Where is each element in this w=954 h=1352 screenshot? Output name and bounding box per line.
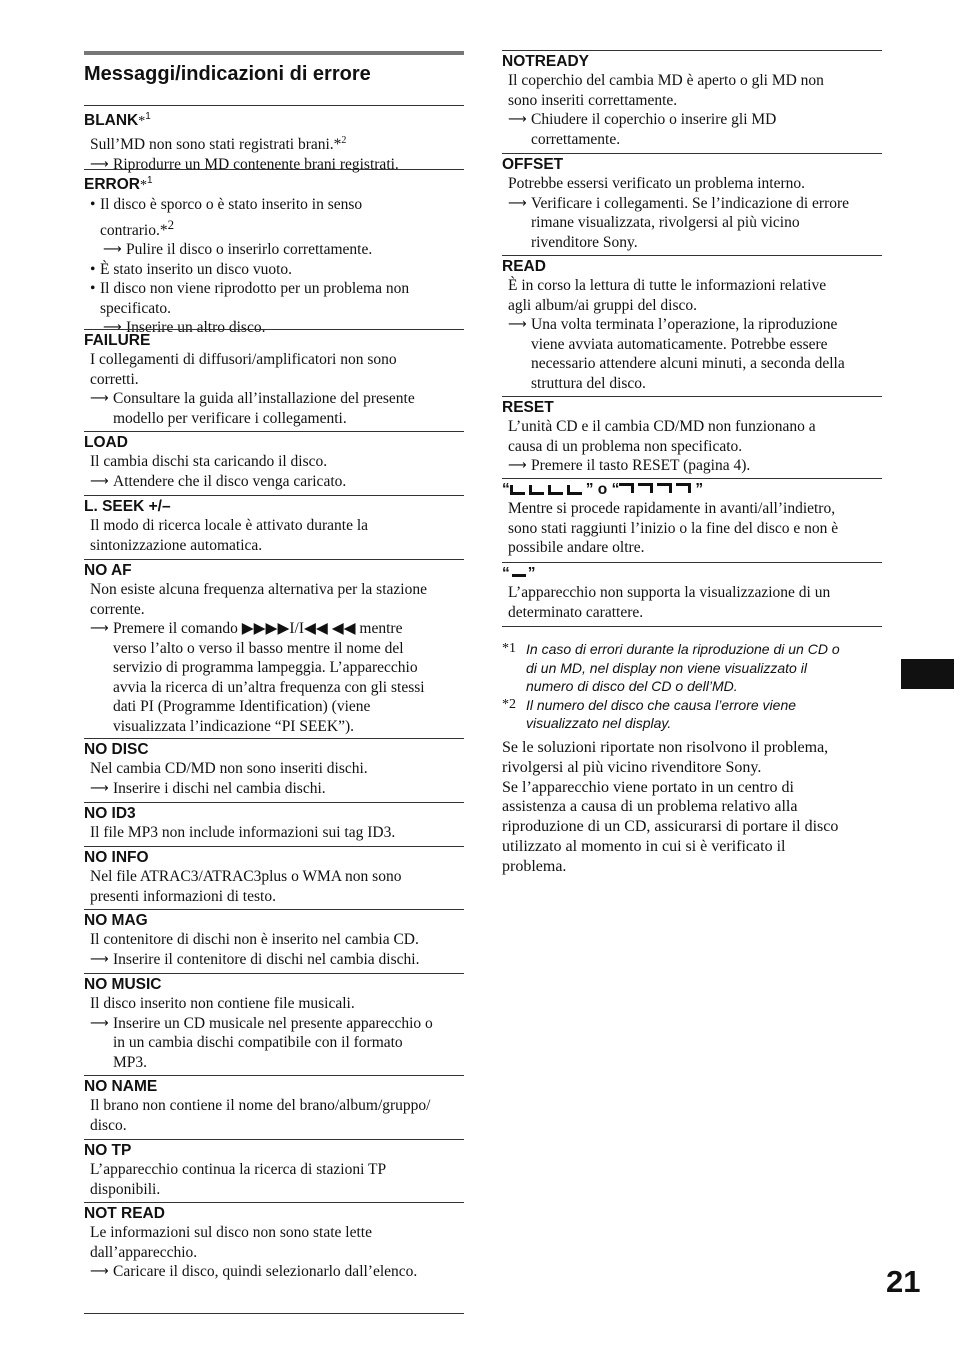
asterisk: * [139,178,147,194]
footnote-number: *2 [502,696,516,712]
closing-text: riproduzione di un CD, assicurarsi di portare il disco [502,818,839,836]
entry-description: disponibili. [90,1180,161,1198]
entry-no-id3 [84,802,464,843]
entry-description: sono inseriti correttamente. [508,91,678,109]
arrow-icon: ⟶ [508,458,527,473]
entry-solution: viene avviata automaticamente. Potrebbe essere [531,335,828,353]
entry-term: ERROR [84,176,140,194]
entry-term: LOAD [84,434,128,451]
bullet-text: È stato inserito un disco vuoto. [100,260,293,278]
footnote-number: *1 [502,641,516,656]
entry-description: corrente. [90,600,145,618]
entry-description: Il contenitore di dischi non è inserito nel cambia CD. [90,931,419,948]
open-quote: “ [502,565,510,582]
entry-solution: Attendere che il disco venga caricato. [113,472,347,490]
bullet-text: Il disco non viene riprodotto per un problema non [100,280,410,298]
entry-term: NO TP [84,1142,132,1159]
entry-description: Sull’MD non sono stati registrati brani.* [90,136,342,154]
entry-description: Il coperchio del cambia MD è aperto o gli MD non [508,72,824,89]
entry-unsupported-char [502,562,882,627]
close-quote: ” [585,481,594,498]
bullet: • [90,196,96,214]
footnote-text: visualizzato nel display. [526,715,672,731]
entry-solution: Premere il comando ▶▶▶▶I/I◀◀ ◀◀ mentre [113,620,403,637]
entry-offset [502,153,882,252]
entry-description: sono stati raggiunti l’inizio o la fine del disco e non è [508,519,839,537]
closing-text: problema. [502,857,567,875]
arrow-icon: ⟶ [103,242,122,258]
footnotes [502,640,882,733]
footnote-text: numero di disco del CD o dell’MD. [526,678,738,694]
entry-term: BLANK [84,112,139,130]
closing-text: Se l’apparecchio viene portato in un centro di [502,778,794,796]
entry-disc-edge [502,478,882,558]
entry-description: disco. [90,1116,127,1134]
entry-solution: Verificare i collegamenti. Se l’indicazione di errore [531,194,850,212]
entry-term [502,479,882,499]
entry-description: L’apparecchio non supporta la visualizzazione di un [508,584,831,601]
entry-solution: dati PI (Programme Identification) (viene [113,698,371,715]
entry-solution: Inserire un altro disco. [126,319,266,337]
entry-load [84,431,464,491]
entry-description: agli album/ai gruppi del disco. [508,296,697,314]
entry-term: NOTREADY [502,53,589,70]
entry-description: Mentre si procede rapidamente in avanti/all’indietro, [508,500,836,517]
entry-term: NOT READ [84,1205,165,1222]
close-quote: ” [695,481,704,498]
entry-term: OFFSET [502,156,564,173]
closing-text: utilizzato al momento in cui si è verificato il [502,837,786,855]
entry-term: RESET [502,399,554,416]
entry-description: Nel cambia CD/MD non sono inseriti dischi. [90,760,368,777]
entry-solution: avvia la ricerca di un’altra frequenza con gli stessi [113,678,425,696]
footnote-text: di un MD, nel display non viene visualizzato il [526,659,807,676]
entry-description: È in corso la lettura di tutte le informazioni relative [508,277,827,294]
footnote-ref: 2 [167,216,175,232]
entry-description: Le informazioni sul disco non sono state lette [90,1224,372,1241]
footnote-ref: 1 [145,111,151,122]
entry-solution: Chiudere il coperchio o inserire gli MD [531,111,777,128]
entry-description: determinato carattere. [508,603,644,621]
entry-no-tp [84,1139,464,1199]
entry-l-seek [84,495,464,555]
entry-solution: Inserire i dischi nel cambia dischi. [113,779,326,797]
entry-solution: Una volta terminata l’operazione, la riproduzione [531,316,838,333]
entry-solution: struttura del disco. [531,374,646,392]
entry-solution: Consultare la guida all’installazione del presente [113,390,415,407]
entry-description: L’unità CD e il cambia CD/MD non funzionano a [508,418,816,435]
segment-bottom-icon [529,485,544,495]
closing-text: rivolgersi al più vicino rivenditore Sony. [502,758,762,776]
segment-top-icon [676,483,691,493]
entry-description: Nel file ATRAC3/ATRAC3plus o WMA non sono [90,868,402,885]
closing-paragraph [502,738,882,877]
entry-term: NO DISC [84,741,149,758]
page-title: Messaggi/indicazioni di errore [84,63,371,85]
entry-description: Non esiste alcuna frequenza alternativa per la stazione [90,581,427,598]
segment-bottom-icon [567,485,582,495]
segment-top-icon [619,483,634,493]
footnote-ref: 1 [146,175,153,186]
entry-read [502,255,882,393]
arrow-icon: ⟶ [90,951,109,967]
close-quote: ” [527,565,536,582]
bullet-text: specificato. [100,299,172,317]
arrow-icon: ⟶ [90,473,109,489]
entry-not-read [84,1202,464,1314]
entry-description: L’apparecchio continua la ricerca di stazioni TP [90,1161,387,1178]
page-title-rule [84,51,464,87]
entry-term: NO MAG [84,912,148,929]
footnote-text: Il numero del disco che causa l’errore viene [526,696,797,713]
entry-description: Il modo di ricerca locale è attivato durante la [90,517,369,534]
entry-no-name [84,1075,464,1135]
arrow-icon: ⟶ [90,1015,109,1031]
arrow-icon: ⟶ [90,391,109,406]
footnote-2 [502,696,882,733]
section-tab-marker [901,659,954,689]
entry-term: NO MUSIC [84,976,162,993]
entry-solution: Riprodurre un MD contenente brani registrati. [113,155,399,173]
entry-solution: servizio di programma lampeggia. L’apparecchio [113,659,418,676]
entry-solution: in un cambia dischi compatibile con il formato [113,1034,403,1051]
bullet: • [90,260,96,278]
closing-text: Se le soluzioni riportate non risolvono il problema, [502,739,829,756]
arrow-icon: ⟶ [103,320,122,336]
entry-failure [84,329,464,428]
entry-solution: modello per verificare i collegamenti. [113,409,347,427]
asterisk: * [138,114,146,130]
entry-term: NO NAME [84,1078,158,1095]
segment-top-icon [638,483,653,493]
entry-notready [502,50,882,149]
entry-description: I collegamenti di diffusori/amplificatori non sono [90,351,397,368]
arrow-icon: ⟶ [90,621,109,636]
entry-term [502,563,882,583]
bullet-text: contrario.* [100,221,168,239]
entry-term: NO ID3 [84,805,136,822]
entry-description: sintonizzazione automatica. [90,536,263,554]
arrow-icon: ⟶ [508,317,527,332]
entry-no-info [84,846,464,906]
underscore-icon [512,574,526,577]
open-quote: “ [502,481,510,498]
entry-solution: Inserire il contenitore di dischi nel cambia dischi. [113,950,420,968]
entry-solution: MP3. [113,1053,148,1071]
closing-text: assistenza a causa di un problema relativo alla [502,798,798,816]
entry-term: NO INFO [84,849,149,866]
entry-solution: necessario attendere alcuni minuti, a seconda della [531,355,845,372]
segment-bottom-icon [548,485,563,495]
entry-reset [502,396,882,476]
entry-no-disc [84,738,464,798]
footnote-1 [502,640,882,696]
arrow-icon: ⟶ [90,1264,109,1279]
entry-solution: Premere il tasto RESET (pagina 4). [531,457,751,474]
bullet-text: Il disco è sporco o è stato inserito in senso [100,196,363,214]
entry-solution: verso l’alto o verso il basso mentre il nome del [113,639,404,657]
page-number: 21 [886,1264,921,1299]
entry-term: FAILURE [84,332,151,349]
entry-description: Il brano non contiene il nome del brano/album/gruppo/ [90,1097,431,1114]
entry-no-mag [84,909,464,969]
arrow-icon: ⟶ [90,780,109,796]
open-quote: “ [611,481,620,498]
entry-error [84,169,464,338]
entry-term: L. SEEK +/– [84,498,171,515]
entry-description: Il cambia dischi sta caricando il disco. [90,453,328,470]
entry-solution: Caricare il disco, quindi selezionarlo dall’elenco. [113,1263,418,1280]
entry-solution: Pulire il disco o inserirlo correttamente. [126,241,373,259]
entry-term: READ [502,258,546,275]
entry-description: Potrebbe essersi verificato un problema interno. [508,175,805,192]
or-text: o [593,481,612,498]
entry-description: dall’apparecchio. [90,1243,198,1261]
entry-description: corretti. [90,370,139,388]
entry-term: NO AF [84,562,132,579]
entry-description: presenti informazioni di testo. [90,887,276,905]
entry-solution: correttamente. [531,130,621,148]
arrow-icon: ⟶ [508,112,527,127]
entry-solution: visualizzata l’indicazione “PI SEEK”). [113,717,355,735]
entry-blank [84,105,464,174]
entry-no-music [84,973,464,1072]
segment-top-icon [657,483,672,493]
entry-solution: Inserire un CD musicale nel presente apparecchio o [113,1014,433,1032]
footnote-ref: 2 [341,135,347,147]
arrow-icon: ⟶ [90,156,109,172]
segment-bottom-icon [510,485,525,495]
footnote-text: In caso di errori durante la riproduzione di un CD o [526,641,840,657]
entry-description: Il file MP3 non include informazioni sui tag ID3. [90,824,396,841]
entry-no-af [84,559,464,736]
entry-description: possibile andare oltre. [508,539,645,556]
arrow-icon: ⟶ [508,195,527,211]
entry-description: causa di un problema non specificato. [508,437,743,455]
bullet: • [90,280,96,298]
entry-description: Il disco inserito non contiene file musicali. [90,995,355,1012]
entry-solution: rivenditore Sony. [531,233,638,251]
entry-solution: rimane visualizzata, rivolgersi al più vicino [531,214,800,231]
